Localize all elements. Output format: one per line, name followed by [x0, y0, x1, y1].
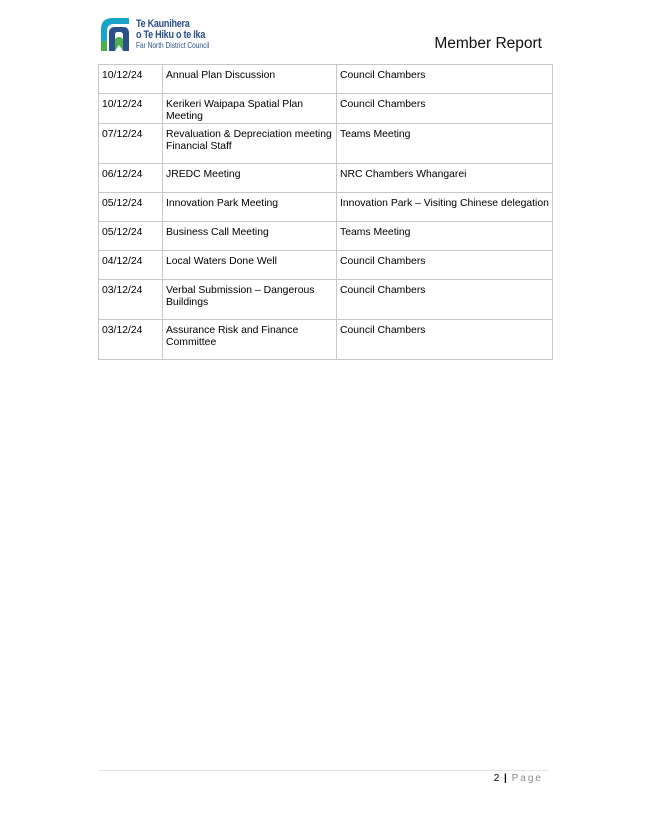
table-row: [99, 222, 553, 251]
footer-divider: [98, 770, 548, 771]
description-cell: Verbal Submission – Dangerous Buildings: [163, 280, 337, 320]
date-cell: 03/12/24: [99, 320, 163, 360]
footer-separator: |: [504, 773, 507, 784]
table-row: [99, 124, 553, 164]
date-cell: 10/12/24: [99, 94, 163, 124]
description-cell: Innovation Park Meeting: [163, 193, 337, 222]
location-cell: Council Chambers: [337, 94, 553, 124]
logo-line-3: Far North District Council: [136, 40, 210, 50]
page-label: Page: [511, 773, 543, 784]
description-cell: Business Call Meeting: [163, 222, 337, 251]
location-cell: Council Chambers: [337, 280, 553, 320]
date-cell: 05/12/24: [99, 193, 163, 222]
table-row: [99, 65, 553, 94]
date-cell: 07/12/24: [99, 124, 163, 164]
description-cell: Local Waters Done Well: [163, 251, 337, 280]
description-cell: Kerikeri Waipapa Spatial Plan Meeting: [163, 94, 337, 124]
date-cell: 05/12/24: [99, 222, 163, 251]
location-cell: Teams Meeting: [337, 222, 553, 251]
council-logo: [99, 14, 214, 54]
description-cell: Revaluation & Depreciation meeting Financial Staff: [163, 124, 337, 164]
location-cell: NRC Chambers Whangarei: [337, 164, 553, 193]
table-row: [99, 320, 553, 360]
table-row: [99, 193, 553, 222]
location-cell: Teams Meeting: [337, 124, 553, 164]
table-row: [99, 164, 553, 193]
meeting-schedule-table: [98, 64, 553, 360]
council-logo-icon: [99, 15, 133, 53]
page-number: 2: [493, 773, 500, 784]
table-row: [99, 251, 553, 280]
date-cell: 03/12/24: [99, 280, 163, 320]
description-cell: Assurance Risk and Finance Committee: [163, 320, 337, 360]
description-cell: JREDC Meeting: [163, 164, 337, 193]
page-footer: [494, 773, 543, 784]
location-cell: Innovation Park – Visiting Chinese delegation: [337, 193, 553, 222]
logo-line-1: Te Kaunihera: [136, 17, 190, 30]
table-row: [99, 280, 553, 320]
logo-line-2: o Te Hiku o te Ika: [136, 28, 206, 41]
date-cell: 10/12/24: [99, 65, 163, 94]
location-cell: Council Chambers: [337, 65, 553, 94]
description-cell: Annual Plan Discussion: [163, 65, 337, 94]
location-cell: Council Chambers: [337, 251, 553, 280]
report-title: Member Report: [434, 35, 542, 52]
location-cell: Council Chambers: [337, 320, 553, 360]
table-row: [99, 94, 553, 124]
logo-wordmark: [136, 19, 225, 50]
date-cell: 04/12/24: [99, 251, 163, 280]
date-cell: 06/12/24: [99, 164, 163, 193]
